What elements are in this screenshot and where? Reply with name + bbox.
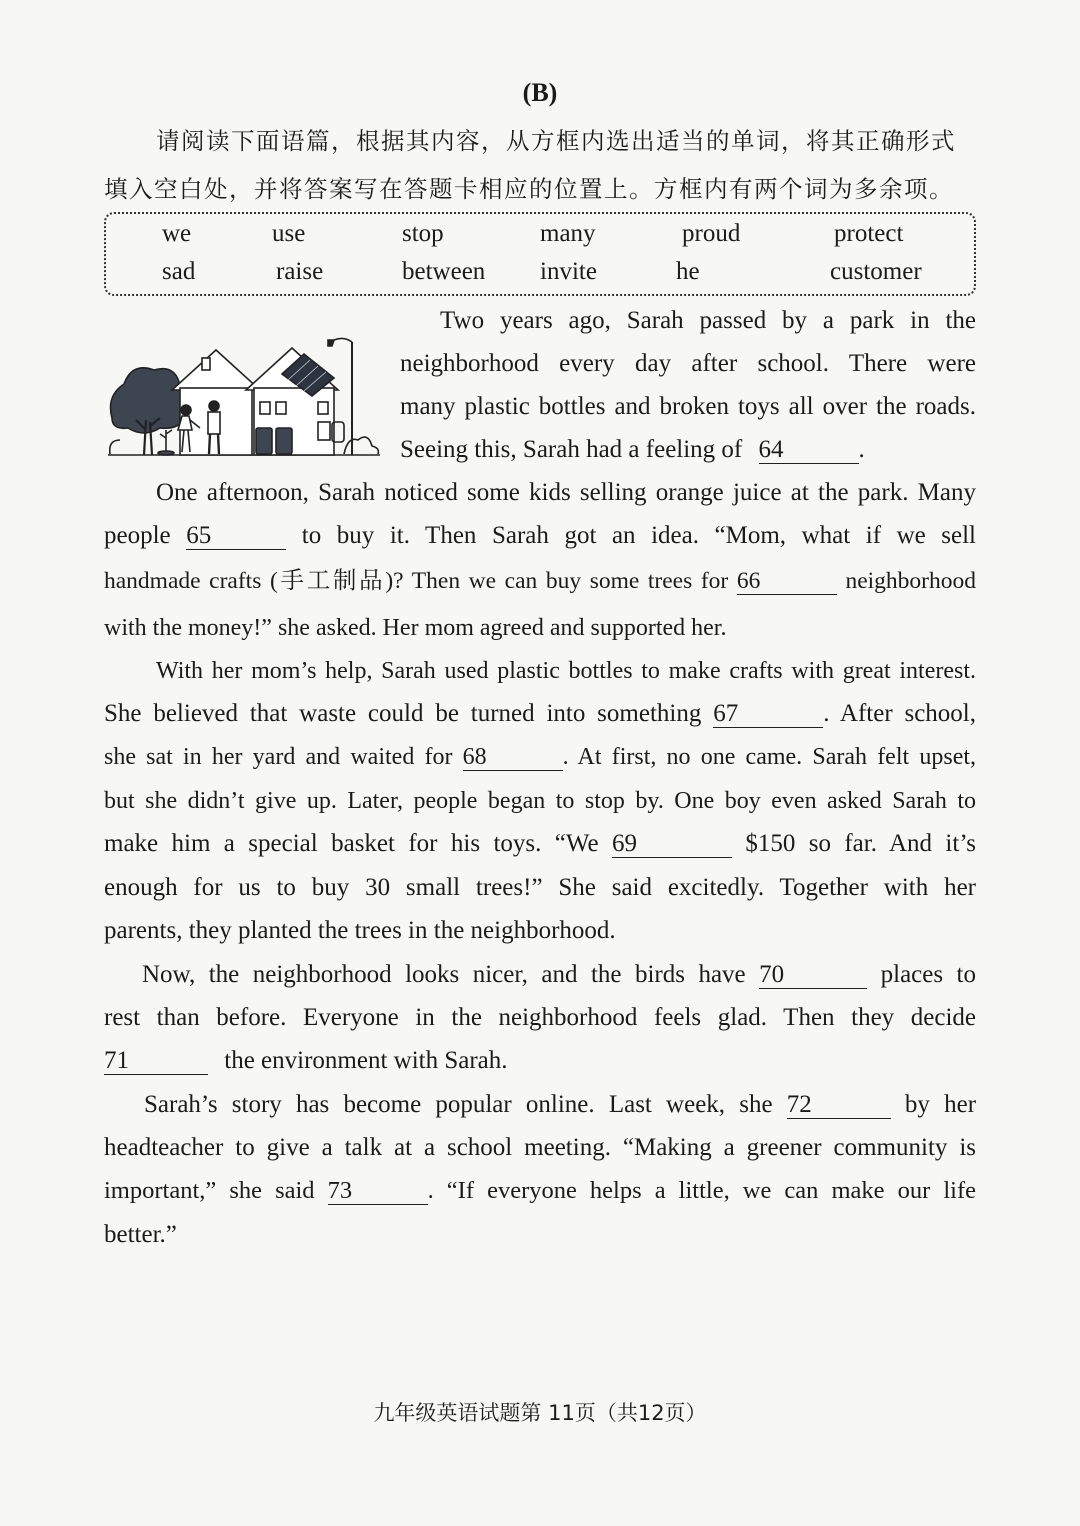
passage-line <box>104 742 976 772</box>
passage-text: places to <box>880 961 977 988</box>
passage-line: parents, they planted the trees in the neighborhood. <box>104 917 616 944</box>
passage-line <box>142 960 976 990</box>
passage-line: With her mom’s help, Sarah used plastic bottles to make crafts with great interest. <box>156 658 976 684</box>
passage-line: Two years ago, Sarah passed by a park in the <box>440 307 976 334</box>
passage-line <box>104 1176 976 1206</box>
passage-text: neighborhood <box>845 568 976 594</box>
blank-73[interactable]: 73 <box>328 1178 428 1205</box>
word-option: proud <box>682 220 741 247</box>
passage-line: headteacher to give a talk at a school meeting. “Making a greener community is <box>104 1134 976 1161</box>
passage-text: the environment with Sarah. <box>224 1047 508 1074</box>
passage-line: with the money!” she asked. Her mom agreed and supported her. <box>104 615 727 641</box>
passage-text: . At first, no one came. Sarah felt upset, <box>562 744 977 770</box>
blank-68[interactable]: 68 <box>463 744 563 771</box>
passage-text: by her <box>904 1091 977 1118</box>
passage-text: she sat in her yard and waited for <box>104 744 453 770</box>
passage-text: handmade crafts (手工制品)? Then we can buy some trees for <box>104 568 729 594</box>
passage-line: One afternoon, Sarah noticed some kids selling orange juice at the park. Many <box>156 479 976 506</box>
blank-65[interactable]: 65 <box>186 523 286 550</box>
passage-text: She believed that waste could be turned into something <box>104 700 702 727</box>
blank-67[interactable]: 67 <box>713 701 823 728</box>
passage-line: but she didn’t give up. Later, people began to stop by. One boy even asked Sarah to <box>104 788 976 814</box>
page-footer: 九年级英语试题第 11页（共12页） <box>373 1401 707 1425</box>
blank-64[interactable]: 64 <box>759 437 859 464</box>
section-label: (B) <box>522 78 558 107</box>
passage-text: Now, the neighborhood looks nicer, and the birds have <box>142 961 746 988</box>
passage-text: Sarah’s story has become popular online. Last week, she <box>144 1091 773 1118</box>
instruction-line-2: 填入空白处，并将答案写在答题卡相应的位置上。方框内有两个词为多余项。 <box>104 175 954 203</box>
blank-70[interactable]: 70 <box>759 962 867 989</box>
neighborhood-illustration <box>106 330 382 460</box>
passage-text: make him a special basket for his toys. “We <box>104 830 599 857</box>
passage-line: better.” <box>104 1221 177 1248</box>
passage-line <box>104 566 976 596</box>
passage-line <box>104 699 976 729</box>
blank-71[interactable]: 71 <box>104 1048 208 1075</box>
passage-line: rest than before. Everyone in the neighborhood feels glad. Then they decide <box>104 1004 976 1031</box>
passage-line <box>144 1090 976 1120</box>
word-option: sad <box>162 258 196 285</box>
word-box <box>104 212 976 296</box>
passage-text: Seeing this, Sarah had a feeling of <box>400 436 743 463</box>
blank-72[interactable]: 72 <box>787 1092 891 1119</box>
passage-text: people <box>104 522 171 549</box>
passage-line <box>104 829 976 859</box>
passage-text: important,” she said <box>104 1177 315 1204</box>
passage-text: . <box>858 436 865 463</box>
passage-text: . “If everyone helps a little, we can make our life <box>427 1177 976 1204</box>
word-option: between <box>402 258 486 285</box>
word-option: we <box>162 220 192 247</box>
passage-line: many plastic bottles and broken toys all over the roads. <box>400 393 976 420</box>
passage-line <box>104 521 976 551</box>
passage-line <box>400 435 976 465</box>
word-option: he <box>676 258 700 285</box>
word-option: many <box>540 220 596 247</box>
word-option: invite <box>540 258 597 285</box>
word-option: protect <box>834 220 904 247</box>
word-option: customer <box>830 258 922 285</box>
passage-text: . After school, <box>823 700 976 727</box>
passage-line <box>104 1046 976 1076</box>
passage-line: neighborhood every day after school. There were <box>400 350 976 377</box>
passage-text: to buy it. Then Sarah got an idea. “Mom, what if we sell <box>301 522 977 549</box>
word-option: use <box>272 220 306 247</box>
blank-69[interactable]: 69 <box>612 831 732 858</box>
passage-text: $150 so far. And it’s <box>745 830 976 857</box>
instruction-line-1: 请阅读下面语篇，根据其内容，从方框内选出适当的单词，将其正确形式 <box>156 127 956 155</box>
passage-line: enough for us to buy 30 small trees!” She said excitedly. Together with her <box>104 874 976 901</box>
word-option: stop <box>402 220 444 247</box>
blank-66[interactable]: 66 <box>737 568 837 595</box>
word-option: raise <box>276 258 324 285</box>
